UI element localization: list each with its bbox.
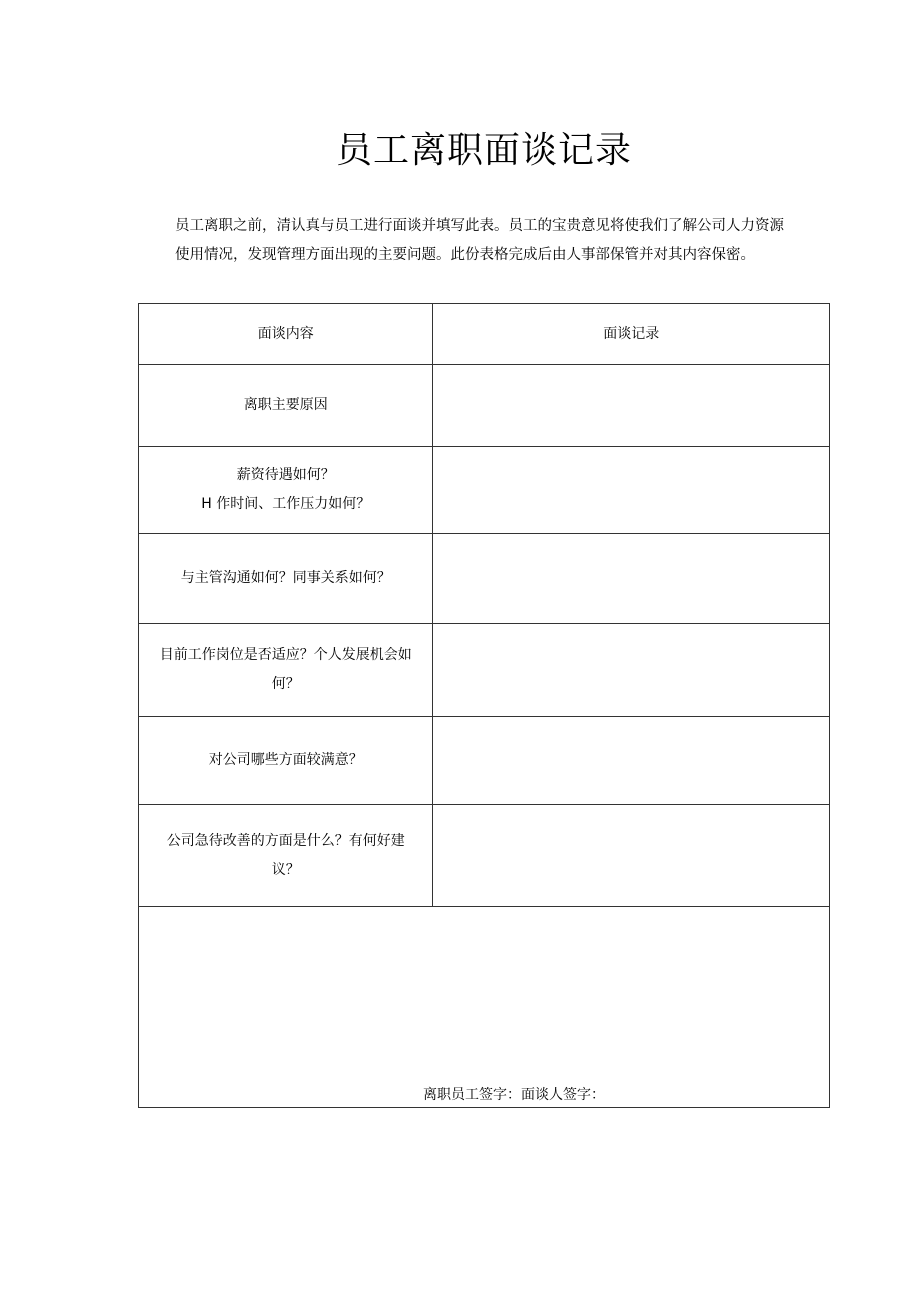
signature-label: 离职员工签字：面谈人签字： bbox=[423, 1087, 605, 1103]
table-row bbox=[139, 534, 830, 624]
record-cell[interactable] bbox=[433, 365, 830, 447]
record-cell[interactable] bbox=[433, 447, 830, 534]
table-row bbox=[139, 447, 830, 534]
table-row bbox=[139, 624, 830, 717]
question-line: 与主管沟通如何？同事关系如何？ bbox=[180, 570, 391, 586]
question-line: 对公司哪些方面较满意？ bbox=[208, 752, 363, 768]
question-cell bbox=[139, 447, 433, 534]
question-cell bbox=[139, 365, 433, 447]
record-cell[interactable] bbox=[433, 624, 830, 717]
question-cell bbox=[139, 534, 433, 624]
table-row bbox=[139, 365, 830, 447]
intro-line-1: 员工离职之前，清认真与员工进行面谈并填写此表。员工的宝贵意见将使我们了解公司人力资源 bbox=[175, 218, 784, 234]
intro-line-2: 使用情况，发现管理方面出现的主要问题。此份表格完成后由人事部保管并对其内容保密。 bbox=[175, 247, 755, 263]
question-line: 何？ bbox=[271, 676, 300, 692]
question-cell bbox=[139, 624, 433, 717]
table-row bbox=[139, 717, 830, 805]
header-row bbox=[139, 304, 830, 365]
record-cell[interactable] bbox=[433, 717, 830, 805]
question-line: 目前工作岗位是否适应？个人发展机会如 bbox=[159, 647, 412, 663]
intro-paragraph bbox=[175, 212, 835, 270]
question-cell bbox=[139, 805, 433, 907]
record-cell[interactable] bbox=[433, 805, 830, 907]
header-content: 面谈内容 bbox=[139, 304, 433, 365]
signature-row bbox=[139, 907, 830, 1108]
question-line: 薪资待遇如何？ bbox=[236, 467, 335, 483]
header-record: 面谈记录 bbox=[433, 304, 830, 365]
question-cell bbox=[139, 717, 433, 805]
table-row bbox=[139, 805, 830, 907]
signature-cell[interactable] bbox=[139, 907, 830, 1108]
record-cell[interactable] bbox=[433, 534, 830, 624]
question-line: 离职主要原因 bbox=[243, 397, 328, 413]
interview-table bbox=[138, 303, 830, 1108]
page-title: 员工离职面谈记录 bbox=[335, 130, 632, 171]
question-line: H 作时间、工作压力如何？ bbox=[201, 496, 371, 512]
question-line: 公司急待改善的方面是什么？有何好建 bbox=[166, 832, 405, 849]
question-line: 议？ bbox=[271, 861, 300, 878]
